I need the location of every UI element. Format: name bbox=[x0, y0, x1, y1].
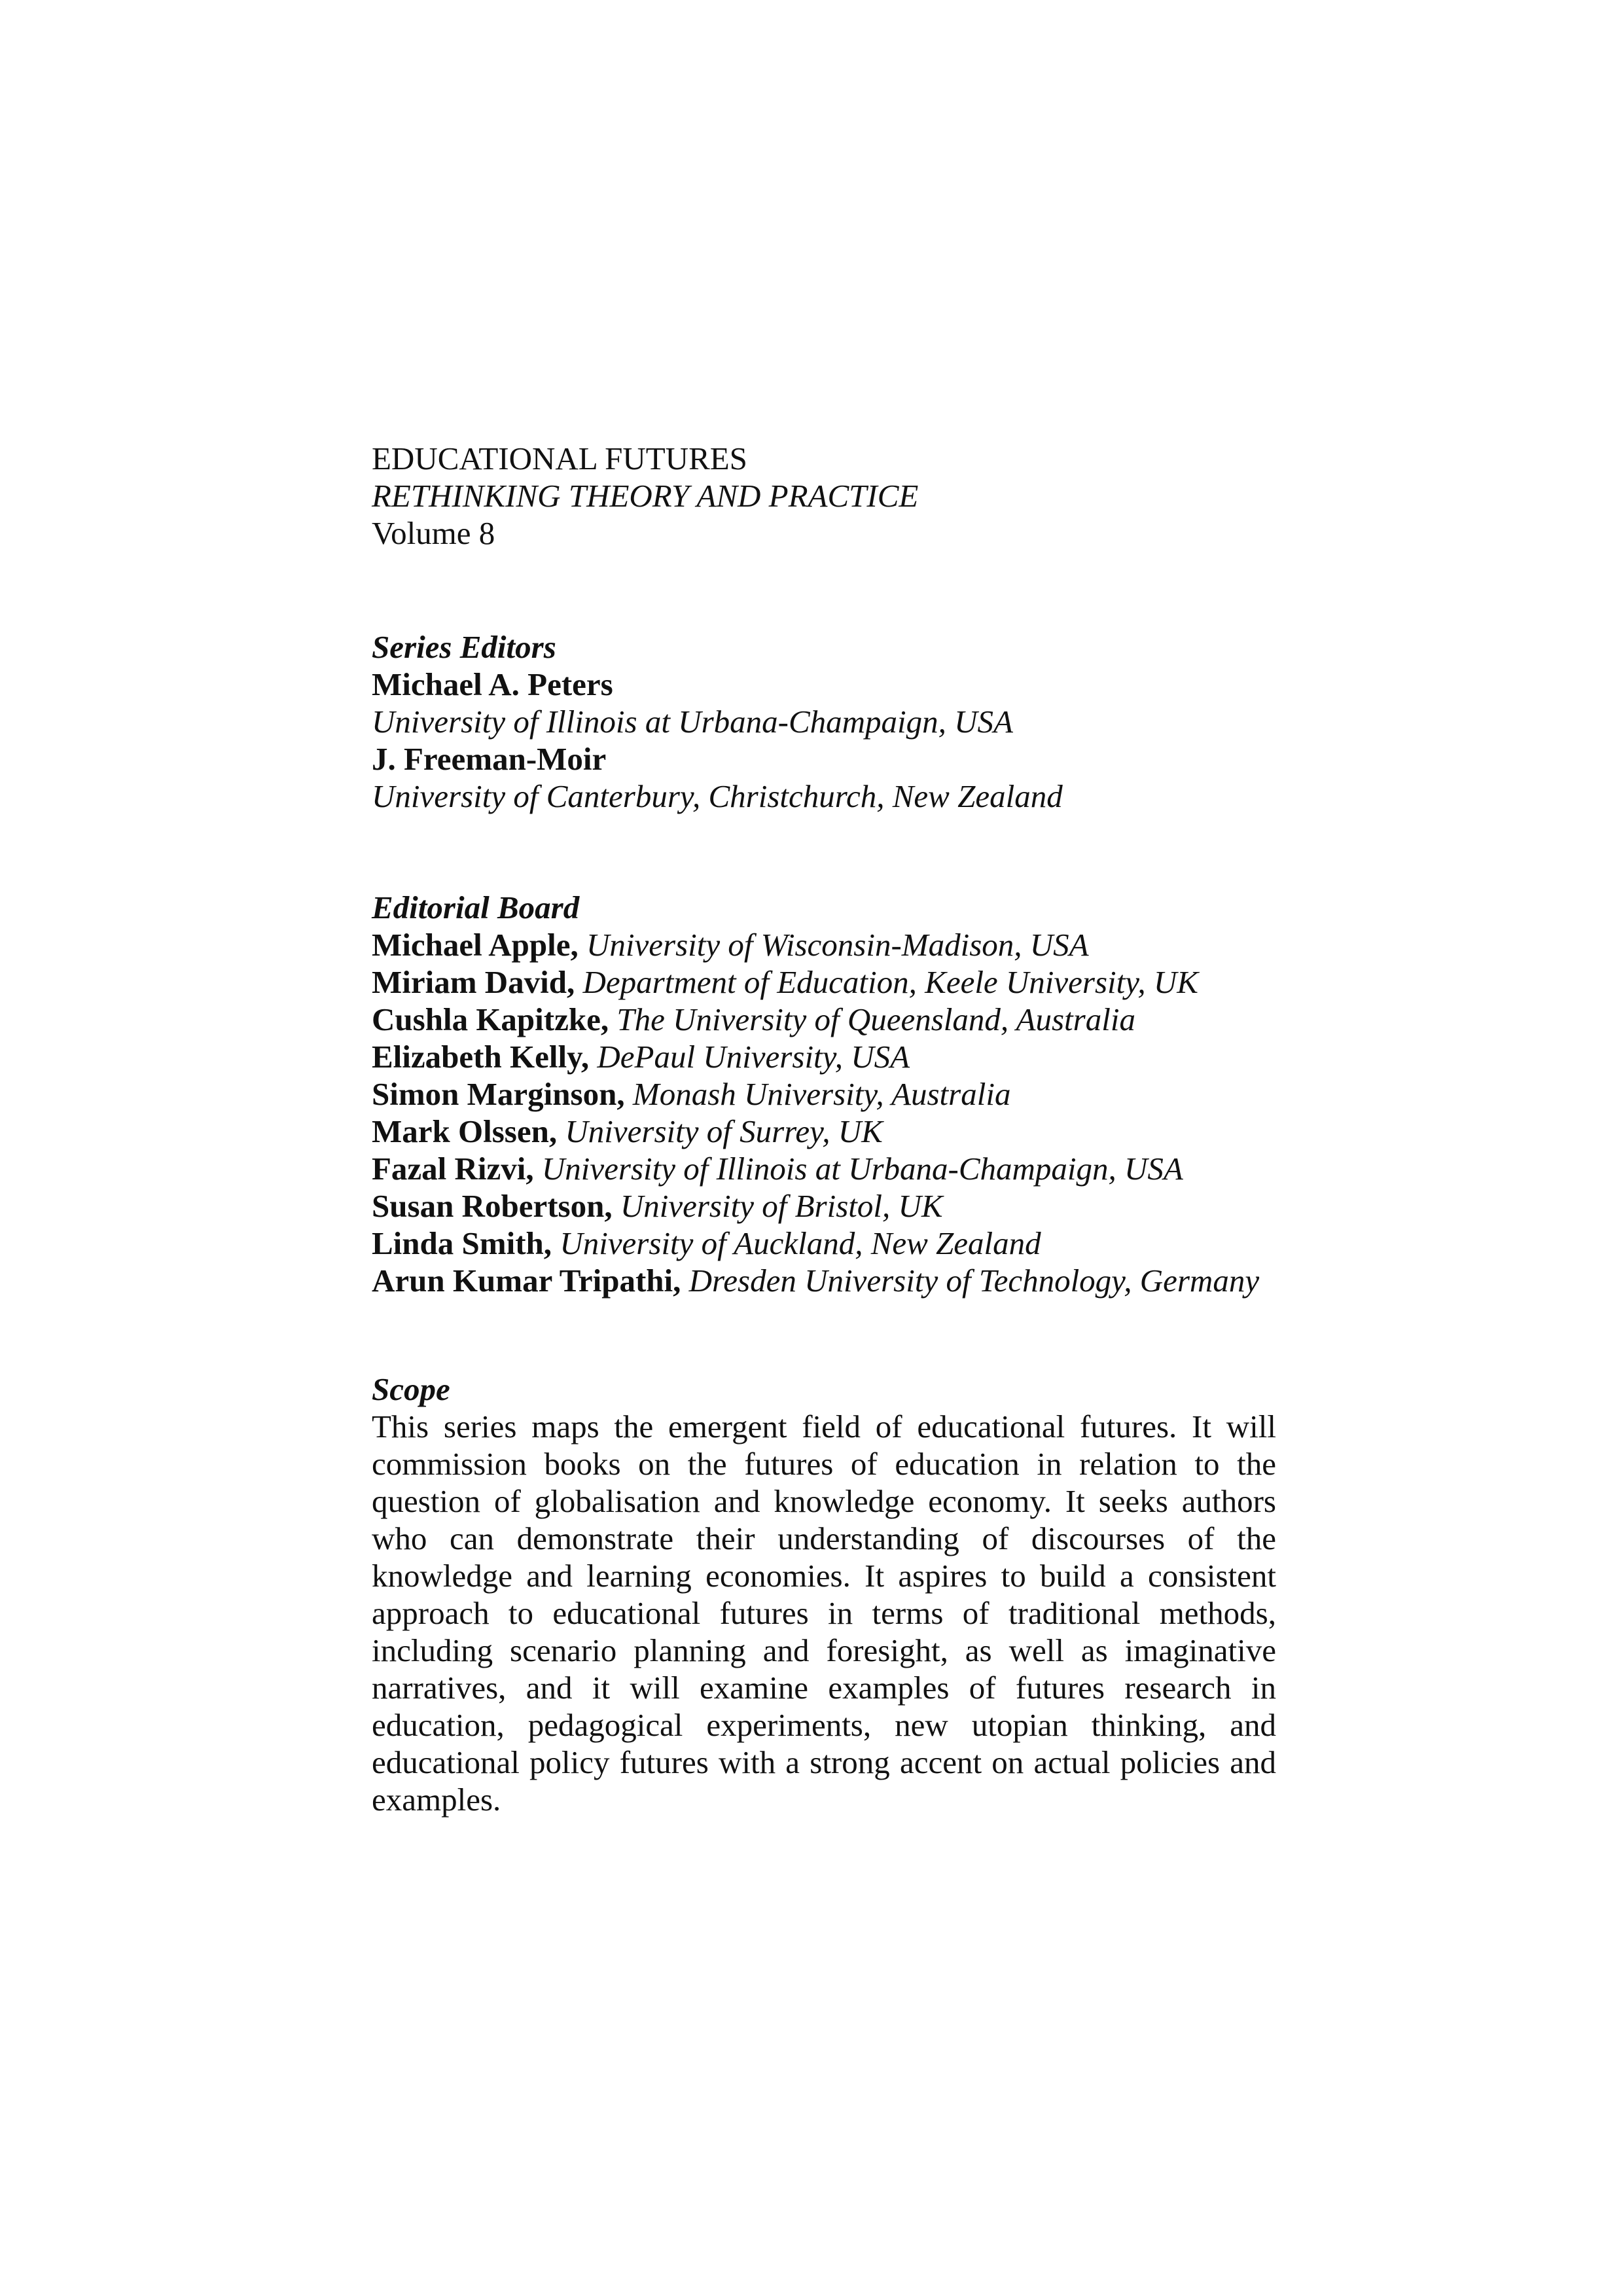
board-member-name: Fazal Rizvi, bbox=[372, 1151, 534, 1187]
board-member bbox=[372, 1113, 1276, 1150]
series-editors-heading: Series Editors bbox=[372, 629, 556, 665]
board-member-name: Cushla Kapitzke, bbox=[372, 1001, 609, 1037]
board-member-affiliation: University of Auckland, New Zealand bbox=[560, 1225, 1041, 1261]
series-title: EDUCATIONAL FUTURES bbox=[372, 440, 747, 476]
editorial-board-section bbox=[372, 889, 1276, 1299]
board-member-name: Simon Marginson, bbox=[372, 1076, 625, 1112]
board-member-name: Linda Smith, bbox=[372, 1225, 552, 1261]
board-member-name: Michael Apple, bbox=[372, 927, 579, 963]
board-member bbox=[372, 1001, 1276, 1038]
editor-name: Michael A. Peters bbox=[372, 666, 613, 702]
board-member-name: Arun Kumar Tripathi, bbox=[372, 1263, 681, 1299]
board-member bbox=[372, 1038, 1276, 1075]
board-member-affiliation: University of Wisconsin-Madison, USA bbox=[586, 927, 1089, 963]
board-member-affiliation: University of Surrey, UK bbox=[565, 1113, 883, 1149]
board-member-affiliation: Department of Education, Keele University, UK bbox=[582, 964, 1198, 1000]
board-member-affiliation: DePaul University, USA bbox=[597, 1039, 910, 1075]
board-member-affiliation: Dresden University of Technology, Germany bbox=[688, 1263, 1260, 1299]
board-member bbox=[372, 1075, 1276, 1113]
editor-affiliation: University of Canterbury, Christchurch, New Zealand bbox=[372, 778, 1063, 814]
board-member bbox=[372, 926, 1276, 963]
board-member bbox=[372, 1225, 1276, 1262]
board-member-name: Elizabeth Kelly, bbox=[372, 1039, 590, 1075]
series-editors-section bbox=[372, 628, 1276, 815]
scope-paragraph: This series maps the emergent field of educational futures. It will commission books on the futures of education in relation to the question of globalisation and knowledge economy. It seeks authors who can demonstrate their understanding of discourses of the knowledge and learning economies. It aspires to build a consistent approach to educational futures in terms of traditional methods, including scenario planning and foresight, as well as imaginative narratives, and it will examine examples of futures research in education, pedagogical experiments, new utopian thinking, and educational policy futures with a strong accent on actual policies and examples. bbox=[372, 1408, 1276, 1818]
board-member bbox=[372, 963, 1276, 1001]
board-member-name: Susan Robertson, bbox=[372, 1188, 613, 1224]
board-member-name: Miriam David, bbox=[372, 964, 575, 1000]
board-member-affiliation: The University of Queensland, Australia bbox=[616, 1001, 1135, 1037]
board-member bbox=[372, 1187, 1276, 1225]
scope-heading: Scope bbox=[372, 1371, 450, 1407]
editor-name: J. Freeman-Moir bbox=[372, 741, 607, 777]
series-title-block bbox=[372, 440, 1276, 552]
board-member-affiliation: University of Bristol, UK bbox=[620, 1188, 943, 1224]
board-member bbox=[372, 1262, 1276, 1299]
board-member-affiliation: University of Illinois at Urbana-Champaign, USA bbox=[541, 1151, 1183, 1187]
series-volume: Volume 8 bbox=[372, 515, 495, 551]
editorial-board-heading: Editorial Board bbox=[372, 889, 580, 925]
board-member-affiliation: Monash University, Australia bbox=[632, 1076, 1011, 1112]
board-member-name: Mark Olssen, bbox=[372, 1113, 558, 1149]
scope-section bbox=[372, 1371, 1276, 1818]
board-member bbox=[372, 1150, 1276, 1187]
series-subtitle: RETHINKING THEORY AND PRACTICE bbox=[372, 478, 919, 514]
editor-affiliation: University of Illinois at Urbana-Champaign, USA bbox=[372, 704, 1013, 740]
